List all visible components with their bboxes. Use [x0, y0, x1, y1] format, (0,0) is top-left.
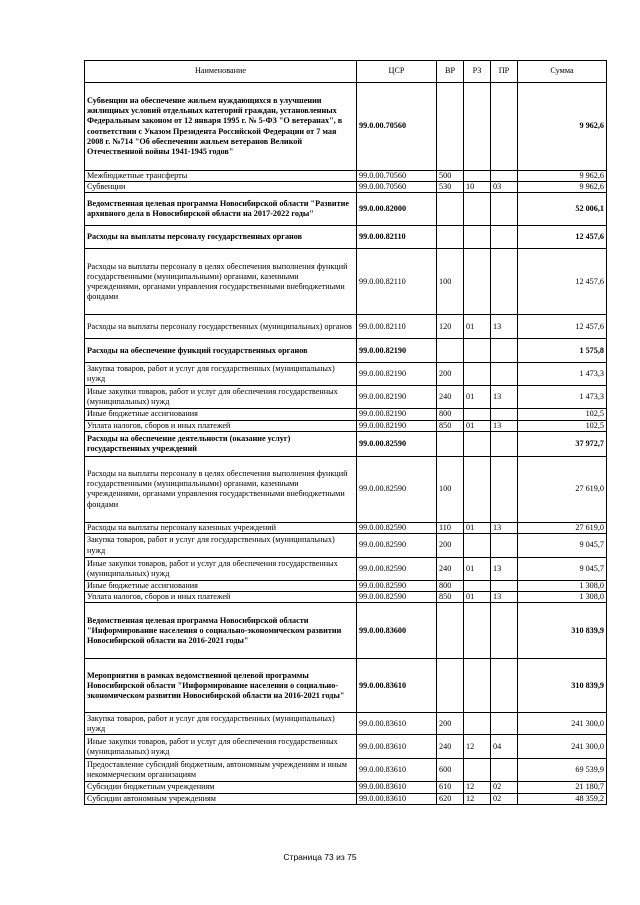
cell-rz: 01 — [464, 522, 491, 533]
cell-rz — [464, 581, 491, 592]
cell-name: Предоставление субсидий бюджетным, автономным учреждениям и иным некоммерческим организациям — [85, 759, 357, 782]
cell-name: Ведомственная целевая программа Новосибирской области "Информирование населения о социально-экономическом развитии Новосибирской области на 2016-2021 годы" — [85, 603, 357, 659]
cell-rz — [464, 363, 491, 386]
cell-name: Мероприятия в рамках ведомственной целевой программы Новосибирской области "Информирование населения о социально-экономическом развитии Новосибирской области на 2016-2021 годы" — [85, 659, 357, 713]
cell-vr: 240 — [437, 735, 464, 759]
cell-rz — [464, 431, 491, 456]
cell-name: Межбюджетные трансферты — [85, 171, 357, 182]
cell-pr — [491, 581, 518, 592]
cell-csr: 99.0.00.82190 — [357, 386, 437, 409]
cell-name: Расходы на выплаты персоналу государственных органов — [85, 226, 357, 249]
budget-table — [84, 60, 607, 805]
cell-sum: 241 300,0 — [518, 735, 607, 759]
table-row — [85, 713, 607, 735]
table-row — [85, 793, 607, 804]
cell-rz: 12 — [464, 782, 491, 793]
cell-pr: 03 — [491, 182, 518, 193]
cell-sum: 9 962,6 — [518, 182, 607, 193]
cell-pr — [491, 171, 518, 182]
cell-vr: 200 — [437, 713, 464, 735]
cell-vr — [437, 226, 464, 249]
table-row — [85, 759, 607, 782]
cell-vr: 200 — [437, 534, 464, 558]
cell-vr — [437, 603, 464, 659]
cell-csr: 99.0.00.83610 — [357, 659, 437, 713]
cell-vr: 200 — [437, 363, 464, 386]
cell-sum: 12 457,6 — [518, 226, 607, 249]
cell-csr: 99.0.00.82590 — [357, 431, 437, 456]
cell-name: Ведомственная целевая программа Новосибирской области "Развитие архивного дела в Новосибирской области на 2017-2022 годы" — [85, 193, 357, 226]
cell-rz — [464, 339, 491, 363]
table-row — [85, 339, 607, 363]
table-row — [85, 581, 607, 592]
table-row — [85, 735, 607, 759]
cell-csr: 99.0.00.82190 — [357, 409, 437, 420]
table-row — [85, 182, 607, 193]
cell-name: Закупка товаров, работ и услуг для государственных (муниципальных) нужд — [85, 363, 357, 386]
cell-vr: 500 — [437, 171, 464, 182]
cell-pr — [491, 431, 518, 456]
cell-csr: 99.0.00.82590 — [357, 534, 437, 558]
cell-sum: 27 619,0 — [518, 522, 607, 533]
cell-vr: 600 — [437, 759, 464, 782]
cell-vr: 100 — [437, 249, 464, 315]
cell-vr: 800 — [437, 581, 464, 592]
cell-sum: 9 045,7 — [518, 534, 607, 558]
table-row — [85, 603, 607, 659]
cell-rz — [464, 409, 491, 420]
page-number: Страница 73 из 75 — [283, 852, 357, 862]
header-pr: ПР — [491, 61, 518, 83]
cell-sum: 12 457,6 — [518, 249, 607, 315]
table-row — [85, 522, 607, 533]
cell-name: Расходы на обеспечение деятельности (оказание услуг) государственных учреждений — [85, 431, 357, 456]
cell-vr — [437, 339, 464, 363]
cell-name: Субвенции — [85, 182, 357, 193]
header-sum: Сумма — [518, 61, 607, 83]
cell-pr: 13 — [491, 420, 518, 431]
cell-csr: 99.0.00.82590 — [357, 558, 437, 581]
table-row — [85, 386, 607, 409]
cell-rz — [464, 713, 491, 735]
cell-csr: 99.0.00.70560 — [357, 83, 437, 171]
cell-rz — [464, 171, 491, 182]
cell-pr — [491, 603, 518, 659]
cell-sum: 1 473,3 — [518, 363, 607, 386]
cell-rz: 12 — [464, 793, 491, 804]
cell-pr — [491, 534, 518, 558]
table-row — [85, 456, 607, 522]
cell-pr — [491, 713, 518, 735]
table-row — [85, 249, 607, 315]
cell-sum: 102,5 — [518, 409, 607, 420]
cell-vr: 610 — [437, 782, 464, 793]
table-row — [85, 315, 607, 339]
cell-rz: 01 — [464, 420, 491, 431]
cell-csr: 99.0.00.82590 — [357, 456, 437, 522]
cell-sum: 241 300,0 — [518, 713, 607, 735]
cell-sum: 310 839,9 — [518, 659, 607, 713]
cell-name: Расходы на выплаты персоналу в целях обеспечения выполнения функций государственными (муниципальными) органами, казенными учреждениями, органами управления государственными внебюджетными фондами — [85, 456, 357, 522]
cell-sum: 12 457,6 — [518, 315, 607, 339]
table-row — [85, 592, 607, 603]
cell-pr: 04 — [491, 735, 518, 759]
table-row — [85, 558, 607, 581]
cell-name: Субсидии автономным учреждениям — [85, 793, 357, 804]
cell-pr — [491, 249, 518, 315]
table-row — [85, 363, 607, 386]
cell-sum: 52 006,1 — [518, 193, 607, 226]
header-name: Наименование — [85, 61, 357, 83]
cell-rz — [464, 759, 491, 782]
cell-pr — [491, 83, 518, 171]
cell-name: Уплата налогов, сборов и иных платежей — [85, 592, 357, 603]
cell-sum: 9 045,7 — [518, 558, 607, 581]
cell-vr: 120 — [437, 315, 464, 339]
cell-name: Иные бюджетные ассигнования — [85, 409, 357, 420]
cell-vr: 100 — [437, 456, 464, 522]
cell-vr: 240 — [437, 558, 464, 581]
cell-csr: 99.0.00.70560 — [357, 182, 437, 193]
cell-csr: 99.0.00.82110 — [357, 226, 437, 249]
cell-sum: 9 962,6 — [518, 171, 607, 182]
cell-name: Иные закупки товаров, работ и услуг для обеспечения государственных (муниципальных) нужд — [85, 558, 357, 581]
cell-csr: 99.0.00.82190 — [357, 420, 437, 431]
cell-sum: 9 962,6 — [518, 83, 607, 171]
cell-rz — [464, 603, 491, 659]
header-rz: РЗ — [464, 61, 491, 83]
table-row — [85, 226, 607, 249]
cell-name: Расходы на выплаты персоналу казенных учреждений — [85, 522, 357, 533]
cell-name: Расходы на выплаты персоналу государственных (муниципальных) органов — [85, 315, 357, 339]
table-body — [85, 83, 607, 805]
cell-csr: 99.0.00.82000 — [357, 193, 437, 226]
cell-csr: 99.0.00.82590 — [357, 592, 437, 603]
cell-pr: 02 — [491, 782, 518, 793]
cell-name: Иные бюджетные ассигнования — [85, 581, 357, 592]
cell-csr: 99.0.00.83610 — [357, 793, 437, 804]
cell-pr — [491, 659, 518, 713]
cell-sum: 1 308,0 — [518, 592, 607, 603]
table-row — [85, 171, 607, 182]
cell-vr: 850 — [437, 592, 464, 603]
cell-csr: 99.0.00.82110 — [357, 249, 437, 315]
cell-sum: 1 308,0 — [518, 581, 607, 592]
cell-rz: 01 — [464, 315, 491, 339]
cell-name: Иные закупки товаров, работ и услуг для обеспечения государственных (муниципальных) нужд — [85, 386, 357, 409]
cell-csr: 99.0.00.70560 — [357, 171, 437, 182]
header-csr: ЦСР — [357, 61, 437, 83]
cell-name: Расходы на выплаты персоналу в целях обеспечения выполнения функций государственными (муниципальными) органами, казенными учреждениями, органами управления государственными внебюджетными фондами — [85, 249, 357, 315]
cell-pr — [491, 339, 518, 363]
cell-vr — [437, 193, 464, 226]
cell-vr: 850 — [437, 420, 464, 431]
cell-vr: 240 — [437, 386, 464, 409]
cell-pr: 02 — [491, 793, 518, 804]
cell-vr: 530 — [437, 182, 464, 193]
cell-rz: 01 — [464, 558, 491, 581]
cell-pr — [491, 226, 518, 249]
table-row — [85, 83, 607, 171]
table-row — [85, 420, 607, 431]
cell-name: Субвенции на обеспечение жильем нуждающихся в улучшении жилищных условий отдельных категорий граждан, установленных Федеральным законом от 12 января 1995 г. № 5-ФЗ "О ветеранах", в соответствии с Указом Президента Российской Федерации от 7 мая 2008 г. №714 "Об обеспечении жильем ветеранов Великой Отечественной войны 1941-1945 годов" — [85, 83, 357, 171]
cell-rz — [464, 534, 491, 558]
cell-csr: 99.0.00.82110 — [357, 315, 437, 339]
cell-pr: 13 — [491, 386, 518, 409]
cell-name: Уплата налогов, сборов и иных платежей — [85, 420, 357, 431]
cell-csr: 99.0.00.82190 — [357, 363, 437, 386]
table-header-row — [85, 61, 607, 83]
cell-csr: 99.0.00.82190 — [357, 339, 437, 363]
cell-rz: 12 — [464, 735, 491, 759]
cell-vr — [437, 431, 464, 456]
cell-rz — [464, 226, 491, 249]
cell-rz — [464, 83, 491, 171]
cell-pr — [491, 456, 518, 522]
cell-sum: 48 359,2 — [518, 793, 607, 804]
cell-pr: 13 — [491, 592, 518, 603]
table-row — [85, 193, 607, 226]
cell-rz — [464, 456, 491, 522]
cell-name: Закупка товаров, работ и услуг для государственных (муниципальных) нужд — [85, 534, 357, 558]
cell-vr — [437, 83, 464, 171]
cell-csr: 99.0.00.83600 — [357, 603, 437, 659]
cell-sum: 27 619,0 — [518, 456, 607, 522]
cell-vr: 620 — [437, 793, 464, 804]
cell-sum: 1 473,3 — [518, 386, 607, 409]
cell-name: Субсидии бюджетным учреждениям — [85, 782, 357, 793]
cell-csr: 99.0.00.83610 — [357, 735, 437, 759]
header-vr: ВР — [437, 61, 464, 83]
cell-csr: 99.0.00.83610 — [357, 782, 437, 793]
table-row — [85, 659, 607, 713]
cell-sum: 69 539,9 — [518, 759, 607, 782]
cell-vr: 110 — [437, 522, 464, 533]
cell-pr — [491, 193, 518, 226]
cell-rz — [464, 193, 491, 226]
cell-pr: 13 — [491, 522, 518, 533]
table-row — [85, 409, 607, 420]
cell-vr — [437, 659, 464, 713]
cell-csr: 99.0.00.83610 — [357, 713, 437, 735]
cell-rz: 01 — [464, 386, 491, 409]
cell-vr: 800 — [437, 409, 464, 420]
cell-csr: 99.0.00.83610 — [357, 759, 437, 782]
table-row — [85, 431, 607, 456]
cell-rz: 10 — [464, 182, 491, 193]
cell-rz — [464, 659, 491, 713]
cell-csr: 99.0.00.82590 — [357, 581, 437, 592]
cell-name: Иные закупки товаров, работ и услуг для обеспечения государственных (муниципальных) нужд — [85, 735, 357, 759]
cell-sum: 21 180,7 — [518, 782, 607, 793]
cell-csr: 99.0.00.82590 — [357, 522, 437, 533]
table-row — [85, 534, 607, 558]
cell-name: Закупка товаров, работ и услуг для государственных (муниципальных) нужд — [85, 713, 357, 735]
cell-pr: 13 — [491, 315, 518, 339]
cell-sum: 1 575,8 — [518, 339, 607, 363]
table-row — [85, 782, 607, 793]
cell-pr — [491, 363, 518, 386]
cell-sum: 37 972,7 — [518, 431, 607, 456]
cell-rz: 01 — [464, 592, 491, 603]
cell-sum: 310 839,9 — [518, 603, 607, 659]
cell-sum: 102,5 — [518, 420, 607, 431]
cell-name: Расходы на обеспечение функций государственных органов — [85, 339, 357, 363]
cell-pr — [491, 409, 518, 420]
cell-rz — [464, 249, 491, 315]
cell-pr: 13 — [491, 558, 518, 581]
cell-pr — [491, 759, 518, 782]
